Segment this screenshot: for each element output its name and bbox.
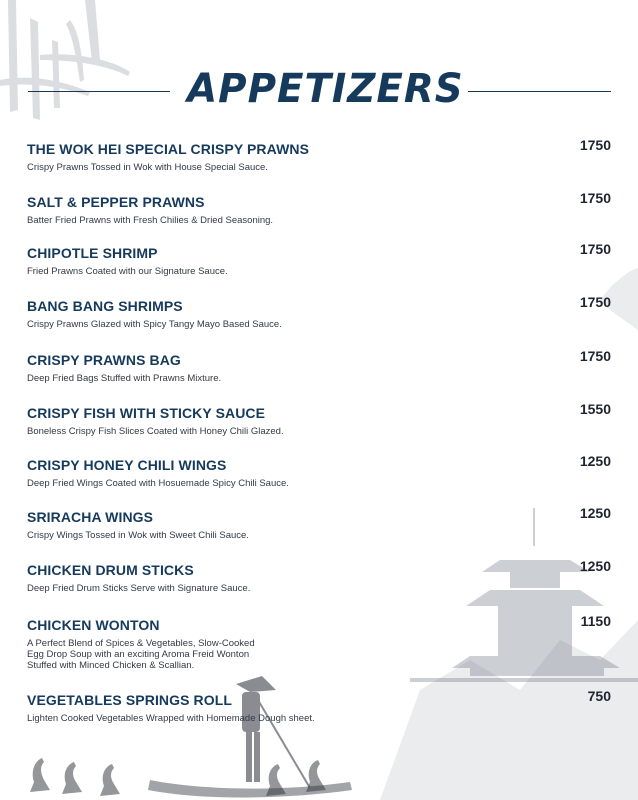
- item-description: [27, 713, 611, 724]
- menu-item: [27, 241, 611, 277]
- item-price: 750: [587, 688, 611, 704]
- item-description: [27, 583, 611, 594]
- item-description-line: A Perfect Blend of Spices & Vegetables, Slow-Cooked: [27, 638, 255, 649]
- item-price: 1750: [579, 348, 611, 364]
- item-description: [27, 638, 611, 671]
- item-price: 1750: [579, 294, 611, 310]
- item-price: 1250: [579, 558, 611, 574]
- item-name: VEGETABLES SPRINGS ROLL: [27, 692, 233, 708]
- item-name: SALT & PEPPER PRAWNS: [27, 194, 205, 210]
- item-description: [27, 373, 611, 384]
- item-name: CHICKEN DRUM STICKS: [27, 562, 194, 578]
- item-description-line: Deep Fried Bags Stuffed with Prawns Mixture.: [27, 373, 222, 384]
- item-description-line: Crispy Prawns Tossed in Wok with House Special Sauce.: [27, 162, 268, 173]
- item-price: 1550: [579, 401, 611, 417]
- item-description: [27, 478, 611, 489]
- item-description-line: Lighten Cooked Vegetables Wrapped with Homemade Dough sheet.: [27, 713, 315, 724]
- item-description-line: Stuffed with Minced Chicken & Scallian.: [27, 660, 195, 671]
- item-name: CHIPOTLE SHRIMP: [27, 245, 158, 261]
- item-description: [27, 426, 611, 437]
- menu-item: [27, 453, 611, 489]
- menu-item: [27, 137, 611, 173]
- item-price: 1150: [580, 613, 611, 629]
- item-name: THE WOK HEI SPECIAL CRISPY PRAWNS: [27, 141, 310, 157]
- item-description-line: Deep Fried Wings Coated with Hosuemade Spicy Chili Sauce.: [27, 478, 289, 489]
- item-description-line: Egg Drop Soup with an exciting Aroma Freid Wonton: [27, 649, 250, 660]
- menu-item: [27, 613, 611, 671]
- item-description-line: Fried Prawns Coated with our Signature Sauce.: [27, 266, 228, 277]
- item-name: CRISPY HONEY CHILI WINGS: [27, 457, 227, 473]
- item-description-line: Batter Fried Prawns with Fresh Chilies & Dried Seasoning.: [27, 215, 274, 226]
- item-price: 1750: [579, 137, 611, 153]
- section-title: APPETIZERS: [187, 66, 464, 112]
- item-name: CRISPY PRAWNS BAG: [27, 352, 181, 368]
- item-name: CHICKEN WONTON: [27, 617, 160, 633]
- menu-item: [27, 348, 611, 384]
- menu-item: [27, 401, 611, 437]
- menu-item: [27, 505, 611, 541]
- item-description: [27, 162, 611, 173]
- item-name: BANG BANG SHRIMPS: [27, 298, 183, 314]
- item-price: 1250: [579, 505, 611, 521]
- item-description: [27, 530, 611, 541]
- item-description-line: Crispy Wings Tossed in Wok with Sweet Chili Sauce.: [27, 530, 249, 541]
- menu-item: [27, 190, 611, 226]
- item-price: 1250: [579, 453, 611, 469]
- menu-item: [27, 558, 611, 594]
- item-description: [27, 266, 611, 277]
- menu-item: [27, 294, 611, 330]
- item-price: 1750: [579, 241, 611, 257]
- item-name: SRIRACHA WINGS: [27, 509, 154, 525]
- item-price: 1750: [579, 190, 611, 206]
- item-description: [27, 215, 611, 226]
- item-description-line: Boneless Crispy Fish Slices Coated with Honey Chili Glazed.: [27, 426, 284, 437]
- item-description: [27, 319, 611, 330]
- item-description-line: Deep Fried Drum Sticks Serve with Signature Sauce.: [27, 583, 251, 594]
- menu-item: [27, 688, 611, 724]
- item-name: CRISPY FISH WITH STICKY SAUCE: [27, 405, 266, 421]
- item-description-line: Crispy Prawns Glazed with Spicy Tangy Mayo Based Sauce.: [27, 319, 282, 330]
